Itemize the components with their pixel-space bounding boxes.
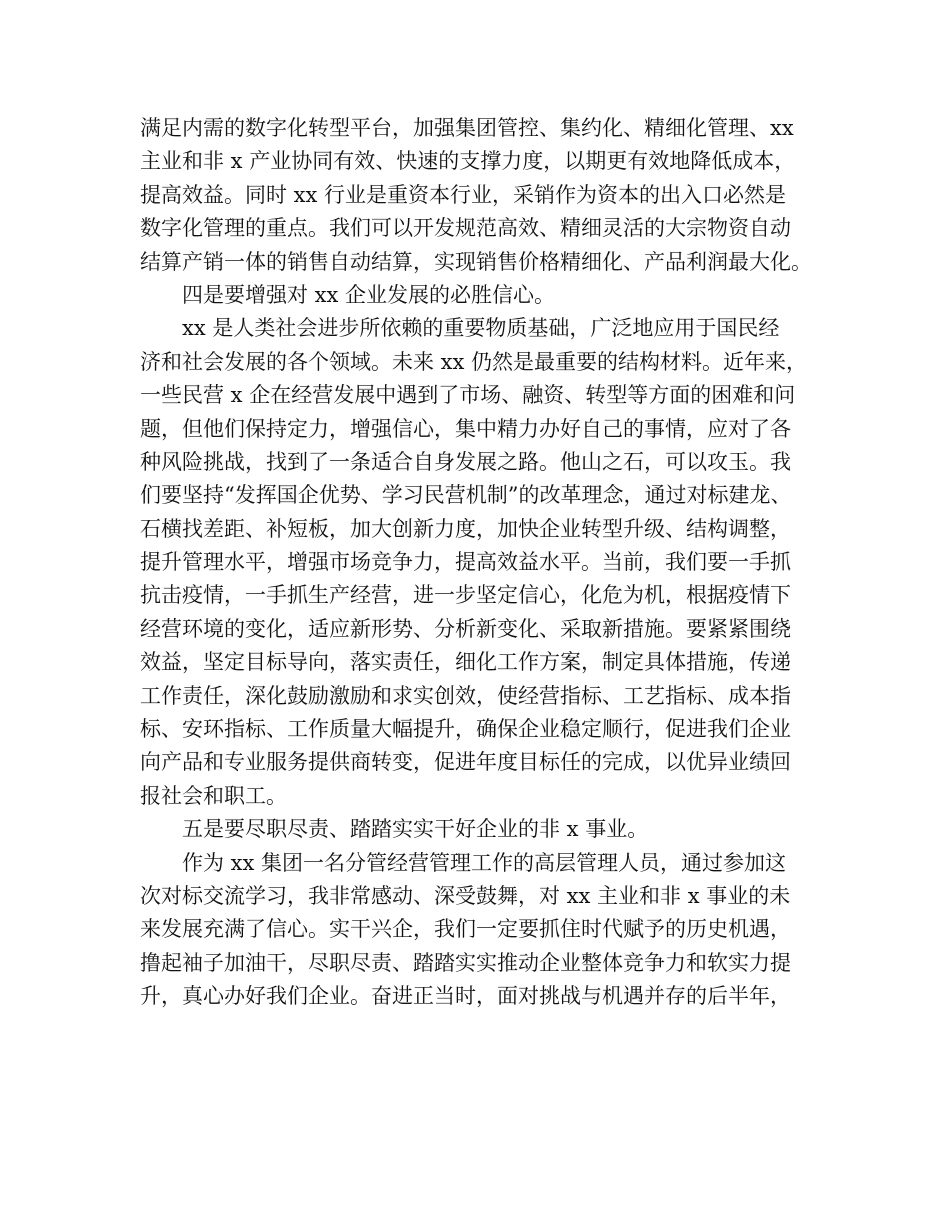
text-line: 石横找差距、补短板，加大创新力度，加快企业转型升级、结构调整， [140, 516, 791, 541]
text-line: 满足内需的数字化转型平台，加强集团管控、集约化、精细化管理、xx [140, 116, 794, 140]
text-line: 数字化管理的重点。我们可以开发规范高效、精细灵活的大宗物资自动 [140, 216, 791, 241]
text-line: 抗击疫情，一手抓生产经营，进一步坚定信心，化危为机，根据疫情下 [140, 583, 791, 608]
text-line: 结算产销一体的销售自动结算，实现销售价格精细化、产品利润最大化。 [140, 249, 812, 274]
text-line: xx 是人类社会进步所依赖的重要物质基础，广泛地应用于国民经 [182, 316, 780, 341]
text-line: 工作责任，深化鼓励激励和求实创效，使经营指标、工艺指标、成本指 [140, 683, 791, 708]
text-line: 作为 xx 集团一名分管经营管理工作的高层管理人员，通过参加这 [182, 850, 787, 875]
text-line: 效益，坚定目标导向，落实责任，细化工作方案，制定具体措施，传递 [140, 650, 791, 675]
text-line: 济和社会发展的各个领域。未来 xx 仍然是最重要的结构材料。近年来， [140, 349, 808, 374]
text-line: 报社会和职工。 [140, 783, 287, 808]
text-line: 升，真心办好我们企业。奋进正当时，面对挑战与机遇并存的后半年， [140, 984, 791, 1009]
text-line: 五是要尽职尽责、踏踏实实干好企业的非 x 事业。 [182, 817, 649, 842]
text-line: 种风险挑战，找到了一条适合自身发展之路。他山之石，可以攻玉。我 [140, 449, 791, 474]
text-line: 一些民营 x 企在经营发展中遇到了市场、融资、转型等方面的困难和问 [140, 383, 796, 408]
text-line: 次对标交流学习，我非常感动、深受鼓舞，对 xx 主业和非 x 事业的未 [140, 883, 791, 908]
text-line: 提高效益。同时 xx 行业是重资本行业，采销作为资本的出入口必然是 [140, 182, 787, 207]
text-line: 向产品和专业服务提供商转变，促进年度目标任的完成，以优异业绩回 [140, 750, 791, 775]
text-line: 提升管理水平，增强市场竞争力，提高效益水平。当前，我们要一手抓 [140, 550, 791, 575]
text-line: 题，但他们保持定力，增强信心，集中精力办好自己的事情，应对了各 [140, 416, 791, 441]
text-line: 经营环境的变化，适应新形势、分析新变化、采取新措施。要紧紧围绕 [140, 616, 791, 641]
text-line: 主业和非 x 产业协同有效、快速的支撑力度，以期更有效地降低成本， [140, 149, 796, 174]
text-line: 来发展充满了信心。实干兴企，我们一定要抓住时代赋予的历史机遇， [140, 917, 791, 942]
text-line: 标、安环指标、工作质量大幅提升，确保企业稳定顺行，促进我们企业 [140, 717, 791, 742]
text-line: 撸起袖子加油干，尽职尽责、踏踏实实推动企业整体竞争力和软实力提 [140, 950, 791, 975]
text-line: 四是要增强对 xx 企业发展的必胜信心。 [182, 282, 556, 307]
text-line: 们要坚持“发挥国企优势、学习民营机制”的改革理念，通过对标建龙、 [140, 483, 792, 508]
body-text [140, 112, 830, 1014]
